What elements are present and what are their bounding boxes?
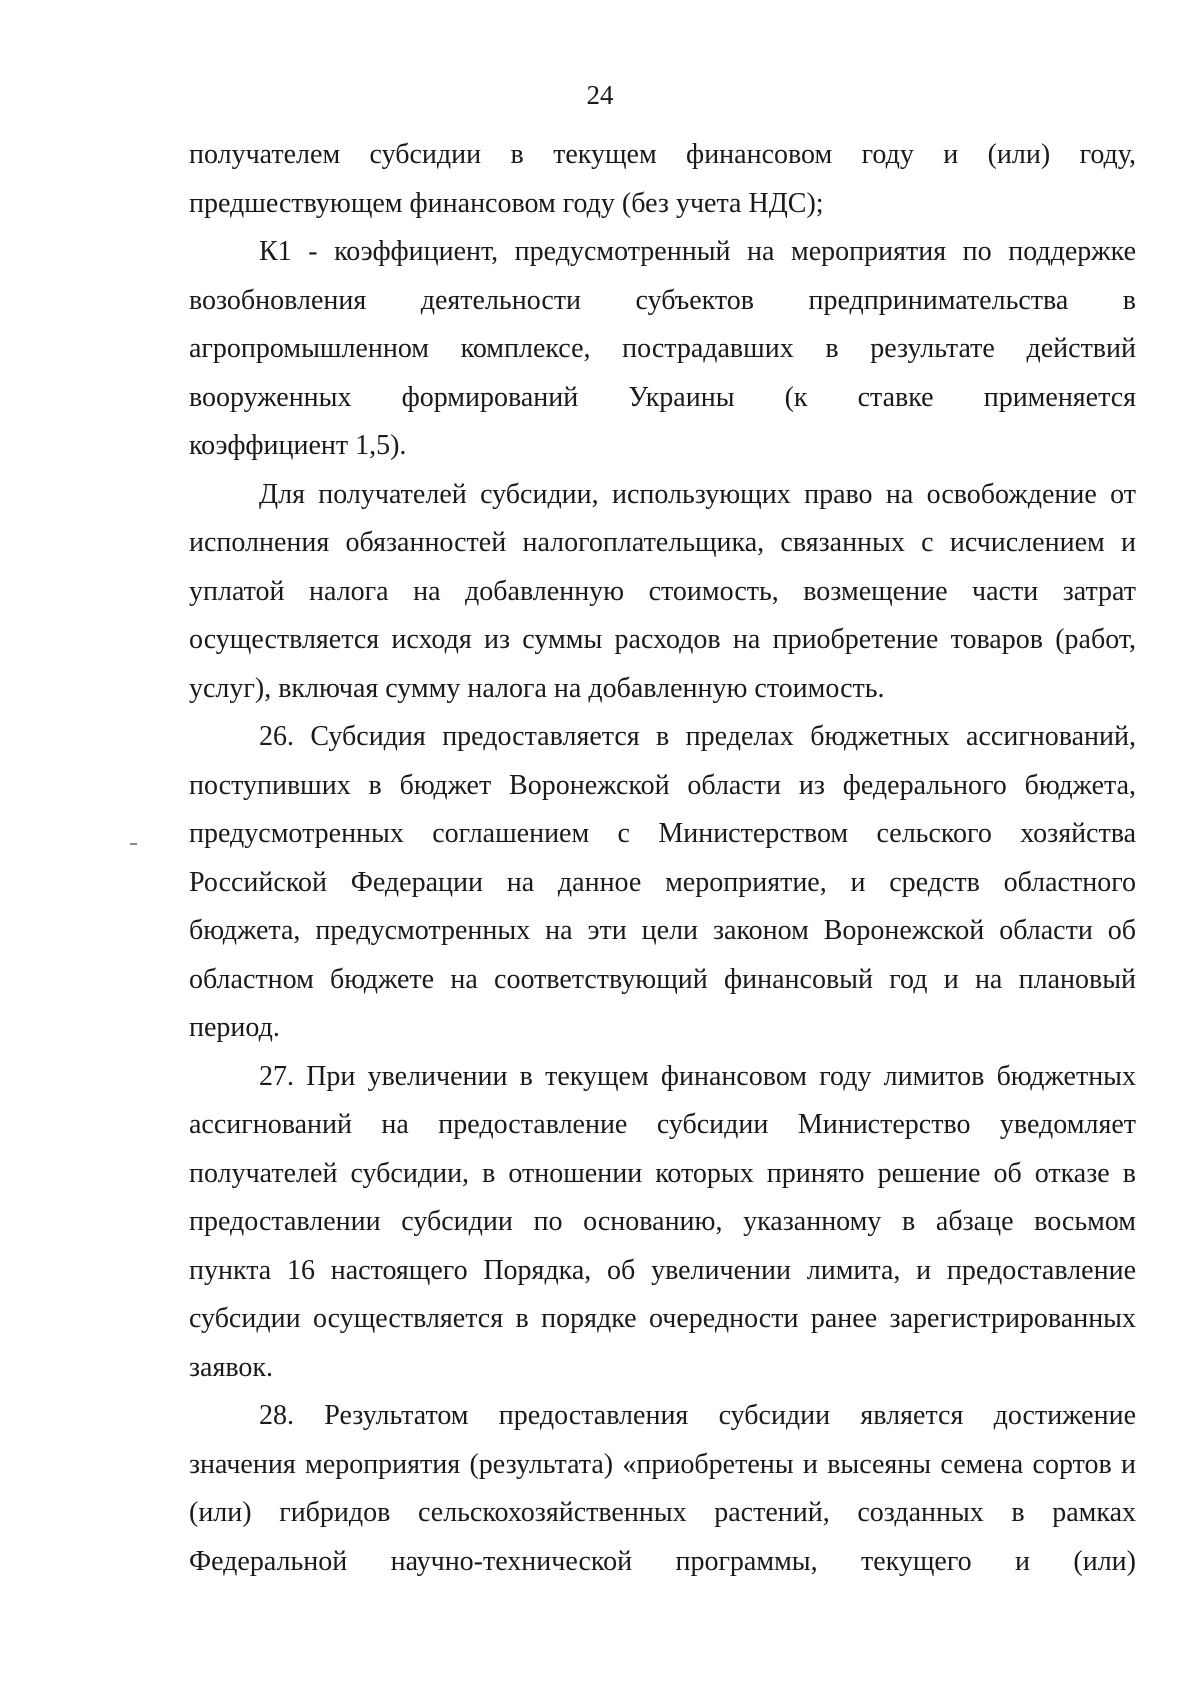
text-line: значения мероприятия (результата) «приобретены и высеяны семена сортов и — [189, 1448, 1136, 1480]
text-line: получателем субсидии в текущем финансовом году и (или) году, — [189, 139, 1136, 170]
text-line: пункта 16 настоящего Порядка, об увеличении лимита, и предоставление — [189, 1254, 1136, 1286]
text-line: ассигнований на предоставление субсидии Министерство уведомляет — [189, 1109, 1136, 1140]
text-line: субсидии осуществляется в порядке очередности ранее зарегистрированных — [189, 1303, 1136, 1334]
text-line: Российской Федерации на данное мероприятие, и средств областного — [189, 866, 1136, 898]
text-line: осуществляется исходя из суммы расходов на приобретение товаров (работ, — [189, 624, 1136, 655]
text-line: период. — [189, 1012, 280, 1043]
text-line: 26. Субсидия предоставляется в пределах бюджетных ассигнований, — [259, 721, 1136, 752]
text-line: заявок. — [189, 1351, 273, 1383]
document-body — [189, 131, 1136, 1586]
text-line: бюджета, предусмотренных на эти цели законом Воронежской области об — [189, 915, 1136, 946]
text-line: К1 - коэффициент, предусмотренный на мероприятия по поддержке — [259, 236, 1136, 267]
text-line: Для получателей субсидии, использующих право на освобождение от — [259, 478, 1136, 510]
text-line: агропромышленном комплексе, пострадавших в результате действий — [189, 333, 1136, 364]
text-line: предусмотренных соглашением с Министерством сельского хозяйства — [189, 818, 1136, 849]
text-line: 27. При увеличении в текущем финансовом году лимитов бюджетных — [259, 1060, 1136, 1092]
text-line: (или) гибридов сельскохозяйственных растений, созданных в рамках — [189, 1497, 1136, 1528]
text-line: уплатой налога на добавленную стоимость, возмещение части затрат — [189, 575, 1136, 607]
text-line: коэффициент 1,5). — [189, 430, 407, 461]
text-line: предшествующем финансовом году (без учета НДС); — [189, 187, 824, 219]
text-line: вооруженных формирований Украины (к ставке применяется — [189, 381, 1136, 413]
page-number: 24 — [586, 80, 614, 110]
text-line: поступивших в бюджет Воронежской области из федерального бюджета, — [189, 769, 1136, 801]
text-line: предоставлении субсидии по основанию, указанному в абзаце восьмом — [189, 1206, 1136, 1237]
text-line: получателей субсидии, в отношении которых принято решение об отказе в — [189, 1157, 1136, 1189]
text-line: услуг), включая сумму налога на добавленную стоимость. — [189, 672, 885, 704]
text-line: возобновления деятельности субъектов предпринимательства в — [189, 284, 1136, 316]
text-line: 28. Результатом предоставления субсидии является достижение — [259, 1400, 1136, 1431]
margin-mark — [130, 843, 137, 845]
text-line: областном бюджете на соответствующий финансовый год и на плановый — [189, 963, 1136, 995]
text-line: исполнения обязанностей налогоплательщика, связанных с исчислением и — [189, 527, 1136, 558]
text-line: Федеральной научно-технической программы, текущего и (или) — [189, 1545, 1136, 1577]
